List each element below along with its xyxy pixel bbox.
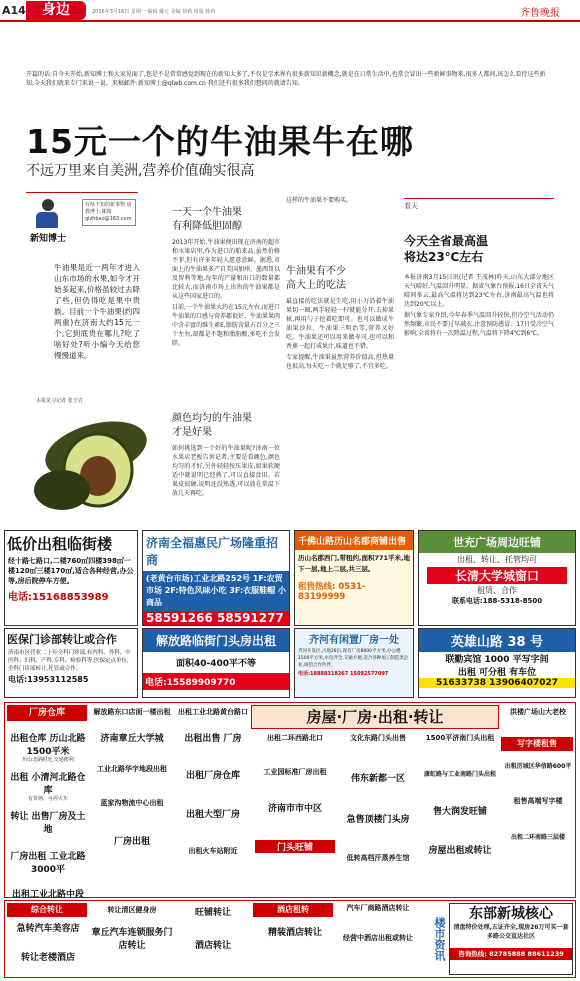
byline: 本报见习记者 张玉岩 <box>36 398 83 404</box>
ad-shichong[interactable] <box>418 530 576 626</box>
listing-title: 1500平济南门头出租 <box>425 734 495 742</box>
listing-title: 济南章丘大学城 <box>100 734 164 744</box>
listing-body: 有货场、可停大车 <box>27 796 68 802</box>
classified-col-1 <box>7 727 89 900</box>
page-number: A14 <box>2 4 26 17</box>
mid-column <box>172 206 280 348</box>
classified-right-head: 写字楼租售 <box>501 737 573 751</box>
subheadline: 不远万里来自美洲,营养价值确实很高 <box>26 163 255 179</box>
page-header <box>0 0 580 22</box>
mid-heading-2: 颜色均匀的牛油果 <box>172 413 252 424</box>
ad-qihe-factory[interactable] <box>294 628 414 698</box>
listing-title: 蓝家沟物流中心出租 <box>100 799 164 807</box>
listing-title: 济南市市中区 <box>267 804 322 814</box>
listing-title: 急转汽车美容店 <box>16 924 80 934</box>
listing-title: 转让 出售厂房及土地 <box>10 812 86 835</box>
doctor-avatar-icon <box>36 199 60 229</box>
mid-column-2 <box>172 412 280 498</box>
listing-title: 汽车厂商路酒店转让 <box>346 904 410 912</box>
ad4-body2: 长清大学城窗口 <box>427 567 567 584</box>
listing-title: 低转高档汗蒸养生馆 <box>346 854 410 862</box>
listing-title: 出租厂房仓库 <box>185 771 240 781</box>
weather-para-2: 据气象专家介绍,今年春季气温回升较快,但冷空气活动仍然频繁,市民不要过早减衣,注意预防感冒。17日受冷空气影响,全省将有一次降温过程,气温将下降4℃到6℃。 <box>404 312 554 337</box>
bottom-col-5 <box>337 903 419 943</box>
listing-title: 房屋出租或转让 <box>428 846 492 856</box>
doctor-box <box>26 192 138 252</box>
left-article: 牛油果是近一两年才进入山东市场的水果,如今才开始多起来,价格虽较过去降了些,但仍得吃是果中贵族。目前一个牛油果(约四两重)在济南大约15元一个,它到底贵在哪儿?吃了啥好处?听小编今天给您慢慢道来。 <box>54 263 140 360</box>
listing-title: 门头旺铺 <box>255 840 335 853</box>
ad3-body: 历山名郡西门,带租约,面积771平米,地下一层,地上二层,共三层。 <box>298 554 410 573</box>
mid-heading-1: 一天一个牛油果 <box>172 207 242 218</box>
big-ad-sub2: 多路公交直达社区 <box>486 933 535 940</box>
big-ad-sub: 清盘特价处理,五证齐全,现房26万可买一套 <box>453 924 569 931</box>
ad7-body: 齐河开发区,占地28亩,现有厂房8000平方米,办公楼1500平方米,水电齐全,交通方便,适合各种加工制造类企业,诚招合作伙伴。 <box>298 649 409 668</box>
listing-title: 精装酒店转让 <box>267 928 322 938</box>
headline: 15元一个的牛油果牛在哪 <box>26 122 414 161</box>
listing-title: 售大润发旺铺 <box>432 807 487 817</box>
bottom-col-3 <box>175 905 251 951</box>
ad1-body: 经十路七路口,二楼760㎡四楼398㎡一楼120㎡三楼170㎡,适合各种经营,办公等,房后院停车方便。 <box>8 557 134 585</box>
ad5-title: 医保门诊部转让或合作 <box>7 633 117 646</box>
right-para-2: 最直接的吃法就是生吃,用小刀沿着牛油果切一圈,两手轻轻一拧就能分开,去掉果核,再用勺子挖着吃即可。也可以做成牛油果沙拉、牛油果三明治等,营养又好吃。牛油果还可以用来做寿司,也可以和香蕉一起打成果汁,味道也不错。 <box>286 298 394 350</box>
listing-title: 厂房出租 工业北路3000平 <box>10 852 86 875</box>
ad-yingxiong-road[interactable] <box>418 628 576 698</box>
big-ad-hotline: 咨询热线: 82785888 88611239 <box>450 948 572 960</box>
mid-para-1: 2013年开始,牛油果便出现在济南的超市和水果店里,作为进口的舶来品,虽然价格不菲,但有许多年轻人愿意尝鲜。据悉,市面上的牛油果多产自美国加州、墨西哥以及智利等地,每年的产量和出口的数量都比较大,而济南市场上出售的牛油果都是从这些国家进口的。 <box>172 239 281 300</box>
bottom-big-ad[interactable] <box>449 903 573 975</box>
ad-mall-recruit[interactable] <box>142 530 290 626</box>
classified-col-7 <box>501 707 575 841</box>
listing-title: 洪楼广场山大老校 <box>510 708 566 716</box>
listing-title: 转让老楼酒店 <box>20 953 75 963</box>
ad2-phone: 58591266 58591277 <box>143 611 289 625</box>
classified-col-5 <box>337 733 419 863</box>
listing-title: 出租仓库 历山北路1500平米 <box>10 734 86 757</box>
ad4-title: 世充广场周边旺铺 <box>419 531 575 553</box>
weather-para-1: 本报济南3月15日讯(记者 王茂林)昨天,山东大部分地区天气晴好,气温回升明显。据省气象台预报,16日全省天气晴间多云,最高气温将达到23℃左右,济南最高气温也将达到20℃以上。 <box>404 274 554 308</box>
listing-title: 章丘汽车连锁服务门店转让 <box>91 928 173 951</box>
ad6-phone: 电话:15589909770 <box>143 673 289 690</box>
doctor-label: 新知博士 <box>30 234 67 244</box>
right-column <box>286 196 394 371</box>
bottom-section <box>4 900 576 978</box>
listing-title: 出租火车站附近 <box>188 847 238 855</box>
listing-title: 急售顶楼门头房 <box>346 815 410 825</box>
ad2-title: 济南全福惠民广场隆重招商 <box>143 531 289 571</box>
weather-title-1: 今天全省最高温 <box>404 234 489 248</box>
ad8-title: 英雄山路 38 号 <box>419 629 575 652</box>
listing-title: 出租工业北路黄台路口 <box>178 708 248 716</box>
listing-title: 工业北路华宇地段出租 <box>97 765 167 773</box>
ad1-title: 低价出租临街楼 <box>7 535 113 553</box>
listing-title: 出租 小清河北路仓库 <box>10 773 86 796</box>
ad-shop-sale[interactable] <box>294 530 414 626</box>
big-ad-title: 东部新城核心 <box>469 906 553 922</box>
doctor-bubble: 有啥不知的新事物 请教博士,邮箱 qlzhbao@163.com <box>82 199 136 226</box>
listing-body: 历山北路附近,交通便利 <box>22 757 74 763</box>
classified-col-4 <box>255 733 335 853</box>
ad-clinic[interactable] <box>4 628 138 698</box>
ad6-title: 解放路临街门头房出租 <box>143 629 289 652</box>
ad3-title: 千佛山路历山名郡商铺出售 <box>295 531 413 550</box>
classified-col-6 <box>421 733 499 856</box>
listing-title: 旺铺转让 <box>194 908 231 918</box>
ad8-phone: 51633738 13906407027 <box>419 678 575 688</box>
listing-title: 工业园标准厂房出租 <box>263 768 327 776</box>
listing-title: 伟东新都一区 <box>350 774 405 784</box>
right-para-1: 这样的牛油果不要购买。 <box>286 197 353 204</box>
ad3-phone: 租售热线: 0531-83199999 <box>298 582 366 602</box>
header-meta: 2016年3月16日 星期一 编辑 戴元 美编 徐莉 组版 韩冉 <box>92 9 216 15</box>
bottom-col-4 <box>255 925 335 938</box>
intro-text: 开篇的话:自今天开始,新知博士和大家见面了,您是不是常常感觉到现在的新知太多了,不仅是学术界有很多新知识新概念,就是在日常生活中,也常会冒出一些新鲜事物来,很多人都问,该怎么看待这些新知,今天我们就来专门来说一说。来稿邮件:新知博士@qlwb.com.cn 我们还有很多我们想问的就请告知。 <box>26 71 546 87</box>
ad8-body2: 出租 可分租 有车位 <box>457 668 537 678</box>
classified-col-2 <box>91 707 173 847</box>
bottom-lou-head: 楼市资讯 <box>433 917 446 961</box>
ad1-phone: 电话:15168853989 <box>8 592 109 603</box>
section-tab: 身边 <box>26 1 86 20</box>
ad-rent-street-building[interactable] <box>4 530 138 626</box>
listing-title: 出租历城区华信路600平 <box>504 763 572 770</box>
mid-heading-2b: 才是好果 <box>172 427 212 438</box>
paper-logo: 齐鲁晚报 <box>520 8 560 19</box>
bottom-col-1 <box>7 921 89 963</box>
ad4-body3: 租赁、合作 <box>477 586 517 595</box>
ad4-phone: 联系电话:188-5318-8500 <box>451 597 543 605</box>
ad4-body1: 出租、转让、托管均可 <box>457 555 537 564</box>
mid-heading-1b: 有利降低胆固醇 <box>172 221 242 232</box>
listing-title: 酒店转让 <box>194 941 231 951</box>
right-heading-1b: 高大上的吃法 <box>286 280 346 291</box>
mid-para-3: 如何挑选到一个好的牛油果呢?济南一位水果店老板告诉记者,主要是看颜色,颜色均匀的才好,另外轻轻按压果皮,如果软硬适中就说明已经熟了,可以直接食用。若果皮很硬,说明还没熟透,可以放在常温下放几天再吃。 <box>172 445 280 497</box>
ad5-body: 济南市区营业二十年全科门诊部,有内科、外科、中医科、妇科、产科,专科、检验科等,医保定点单位,全科门诊部转让,托管或合作。 <box>8 650 131 672</box>
ad2-body: (老黄台市场)工业北路252号 1F:农贸市场 2F:特色风味小吃 3F:衣服鞋帽 小商品 <box>146 574 286 607</box>
ad-jiefang-road[interactable] <box>142 628 290 698</box>
avocado-image <box>26 410 158 518</box>
bottom-hotel-head: 酒店租转 <box>253 903 333 917</box>
listing-title: 经营中酒店出租或转让 <box>343 934 413 942</box>
listing-title: 解放路东口店面一楼出租 <box>93 708 171 716</box>
listing-title: 康虹路与工业南路门头出租 <box>423 771 496 778</box>
bottom-comp-head: 综合转让 <box>7 903 87 917</box>
mid-para-2: 目前,一个牛油果大约在15元左右,而进口牛油果的口感与营养都很好。牛油果果肉中含丰富的维生素E,脂肪含量占百分之三十左右,却都是不饱和脂肪酸,多吃不会发胖。 <box>172 304 281 347</box>
listing-title: 厂房出租 <box>113 837 150 847</box>
listing-title: 出租大型厂房 <box>185 810 240 820</box>
weather-title-2: 将达23℃左右 <box>404 250 484 264</box>
listing-title: 出租二环南路三层楼 <box>510 834 565 841</box>
listing-title: 出租出售 厂房 <box>184 734 242 744</box>
weather-tag: 看天 <box>404 202 418 210</box>
bottom-col-2 <box>91 905 173 951</box>
ad7-phone: 电话:18888318267 15092577097 <box>298 671 389 677</box>
weather-box <box>404 198 554 338</box>
listing-title: 转让清区健身房 <box>107 906 157 914</box>
right-para-3: 专家提醒,牛油果虽然营养价值高,但热量也很高,每天吃一个就足够了,不宜多吃。 <box>286 354 394 370</box>
classified-banner: 房屋·厂房·出租·转让 <box>251 705 499 729</box>
ad8-body1: 联勤宾馆 1000 平写字间 <box>445 655 549 665</box>
classified-left-head: 厂房仓库 <box>7 705 87 721</box>
listing-title: 出租工业北路中段 <box>11 890 84 900</box>
listing-title: 文化东路门头出售 <box>350 734 406 742</box>
right-heading-1: 牛油果有不少 <box>286 266 346 277</box>
ad7-title: 齐河有闲置厂房一处 <box>309 635 399 646</box>
classified-col-3 <box>175 707 251 856</box>
classified-section <box>4 702 576 898</box>
ad5-phone: 电话:13953112585 <box>8 675 89 684</box>
listing-title: 租售高端写字楼 <box>513 797 563 805</box>
ad6-body: 面积40-400平不等 <box>175 659 257 669</box>
listing-title: 出租二环西路北口 <box>267 734 323 742</box>
